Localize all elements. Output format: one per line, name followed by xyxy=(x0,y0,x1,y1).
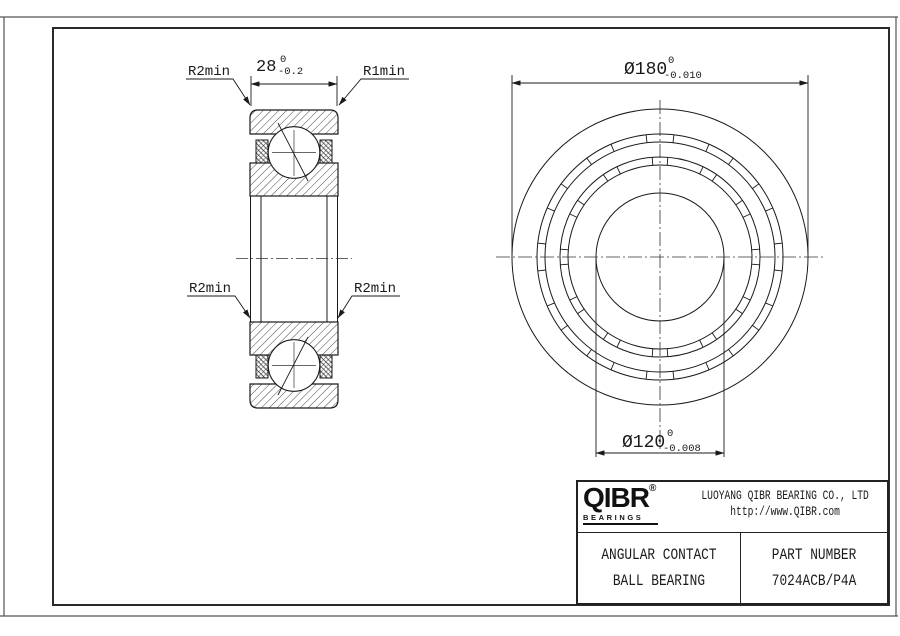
company-name: LUOYANG QIBR BEARING CO., LTD xyxy=(701,488,870,503)
label-r2min-top-left: R2min xyxy=(188,64,231,80)
product-description-cell xyxy=(578,533,740,606)
od-dim-tol-lower: -0.010 xyxy=(664,70,702,82)
label-r2min-mid-right: R2min xyxy=(354,281,397,297)
product-line2: BALL BEARING xyxy=(612,572,706,590)
cage-section-right xyxy=(320,355,332,378)
part-number-value: 7024ACB/P4A xyxy=(771,572,857,590)
label-r2min-mid-left: R2min xyxy=(189,281,232,297)
product-line1: ANGULAR CONTACT xyxy=(601,546,717,564)
cage-section-left xyxy=(256,140,268,163)
logo-brand-text: QIBR xyxy=(583,482,649,513)
width-dim-value: 28 xyxy=(256,58,277,77)
title-block-body xyxy=(578,533,887,606)
bore-dim-tol-upper: 0 xyxy=(667,428,674,440)
company-logo xyxy=(578,482,658,532)
width-dim-tol-lower: -0.2 xyxy=(278,66,304,78)
bore-lines xyxy=(251,196,338,322)
part-number-label: PART NUMBER xyxy=(771,546,857,564)
width-dimension xyxy=(251,76,337,106)
od-dim-value: Ø180 xyxy=(624,60,668,80)
logo-tagline: BEARINGS xyxy=(583,513,644,522)
title-block-header xyxy=(578,482,887,533)
registered-trademark-symbol: ® xyxy=(649,483,657,494)
width-dim-tol-upper: 0 xyxy=(280,54,287,66)
cage-section-left xyxy=(256,355,268,378)
section-upper-half xyxy=(250,110,338,196)
part-number-cell xyxy=(740,533,887,606)
od-dim-tol-upper: 0 xyxy=(668,55,675,67)
label-r1min-top-right: R1min xyxy=(363,64,406,80)
front-view xyxy=(496,55,824,457)
section-lower-half xyxy=(250,322,338,408)
section-view xyxy=(186,54,409,408)
title-block xyxy=(576,480,889,605)
bore-dim-tol-lower: -0.008 xyxy=(663,443,701,455)
cage-section-right xyxy=(320,140,332,163)
company-website: http://www.QIBR.com xyxy=(730,504,841,519)
bore-dim-value: Ø120 xyxy=(622,433,666,453)
company-info xyxy=(658,482,898,532)
